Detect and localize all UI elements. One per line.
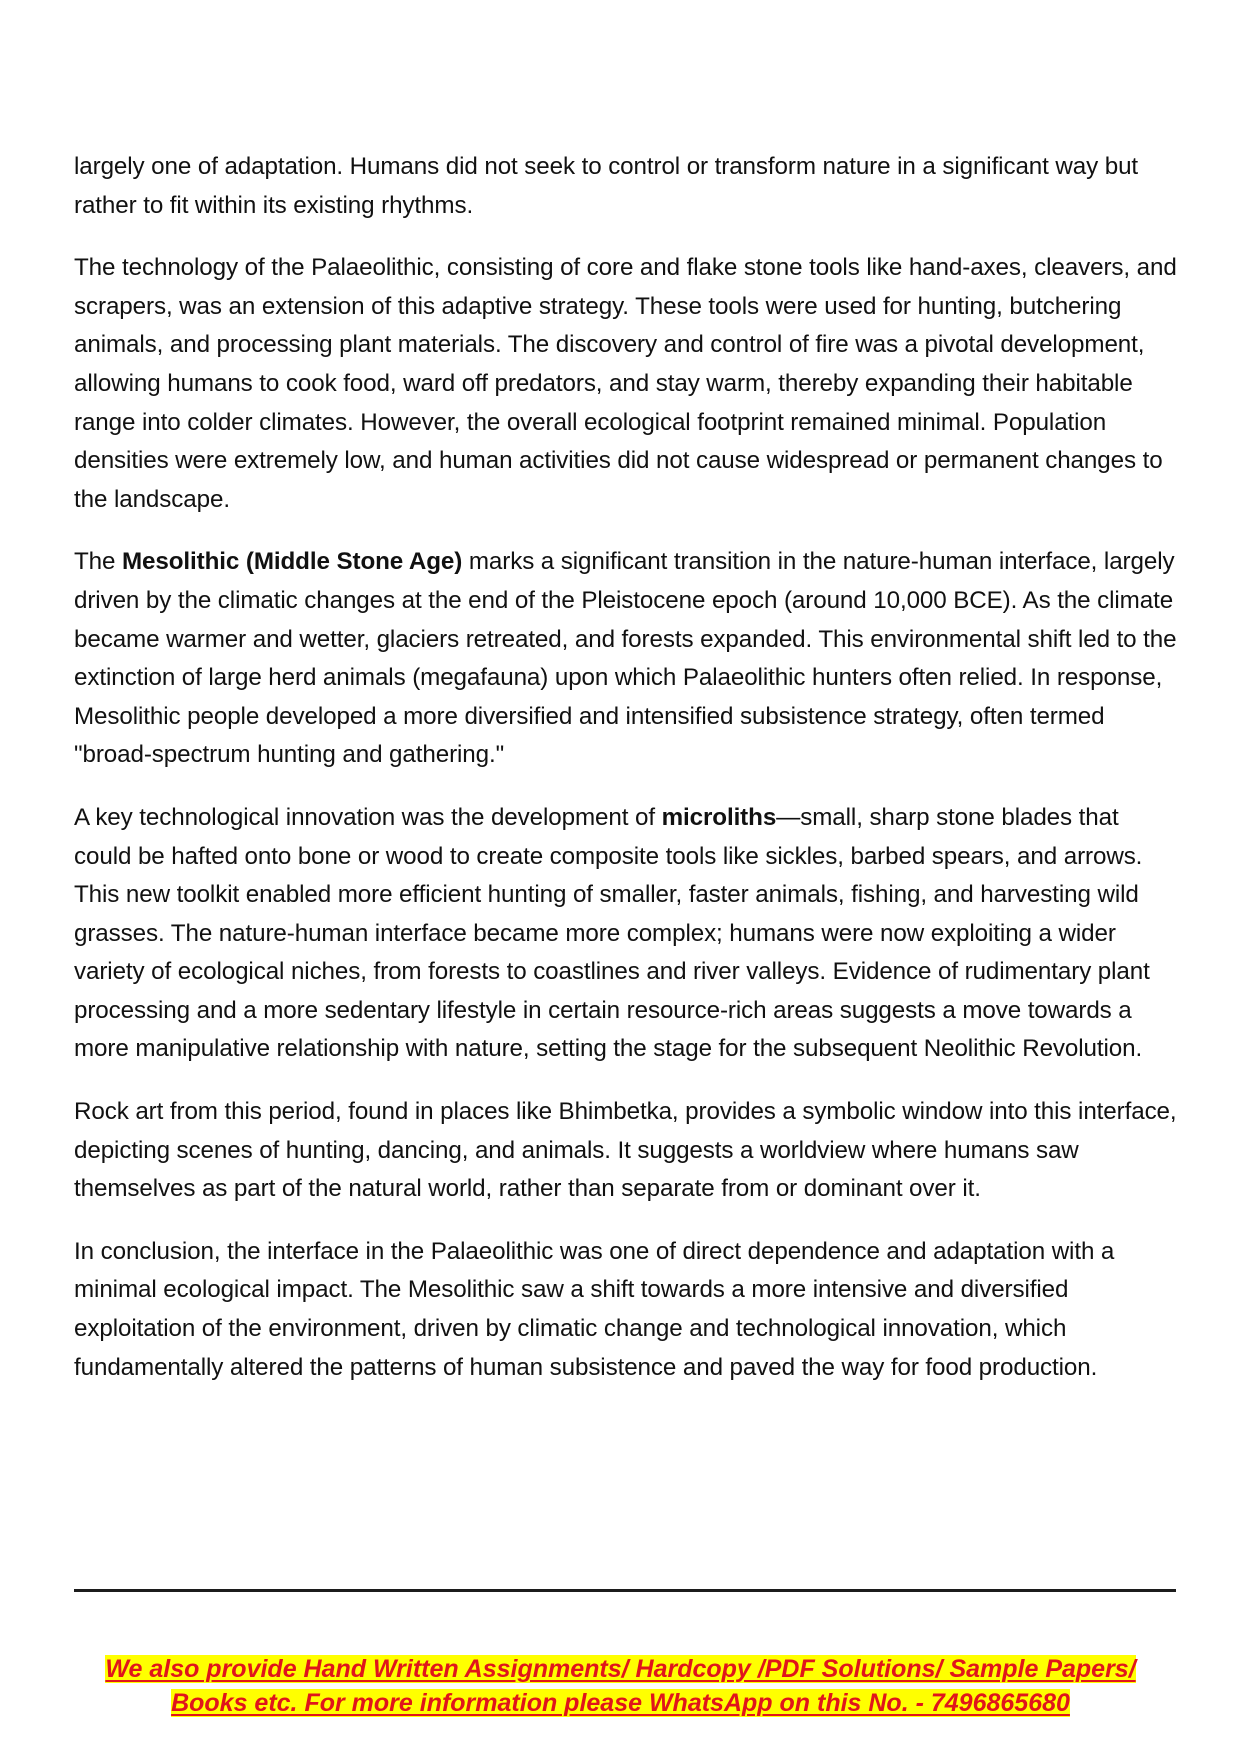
- paragraph-conclusion: In conclusion, the interface in the Palaeolithic was one of direct dependence and adaptation with a minimal ecological impact. The Mesolithic saw a shift towards a more intensive and diversified exploitation of the environment, driven by climatic change and technological innovation, which fundamentally altered the patterns of human subsistence and paved the way for food production.: [74, 1237, 1115, 1381]
- paragraph-rock-art: Rock art from this period, found in places like Bhimbetka, provides a symbolic window into this interface, depicting scenes of hunting, dancing, and animals. It suggests a worldview where humans saw themselves as part of the natural world, rather than separate from or dominant over it.: [74, 1098, 1177, 1203]
- paragraph-mesolithic-prefix: The: [74, 548, 122, 576]
- paragraph-adaptation: largely one of adaptation. Humans did not seek to control or transform nature in a significant way but rather to fit within its existing rhythms.: [74, 153, 1139, 219]
- footer-line-2: Books etc. For more information please WhatsApp on this No. - 7496865680: [171, 1689, 1070, 1717]
- paragraph-microliths-body: —small, sharp stone blades that could be hafted onto bone or wood to create composite tools like sickles, barbed spears, and arrows. This new toolkit enabled more efficient hunting of smaller, faster animals, fishing, and harvesting wild grasses. The nature-human interface became more complex; humans were now exploiting a wider variety of ecological niches, from forests to coastlines and river valleys. Evidence of rudimentary plant processing and a more sedentary lifestyle in certain resource-rich areas suggests a move towards a more manipulative relationship with nature, setting the stage for the subsequent Neolithic Revolution.: [74, 803, 1150, 1063]
- paragraph-microliths-prefix: A key technological innovation was the development of: [74, 803, 662, 831]
- microliths-term: microliths: [661, 803, 777, 831]
- mesolithic-term: Mesolithic (Middle Stone Age): [122, 548, 463, 576]
- paragraph-microliths: [74, 799, 1178, 1069]
- horizontal-divider: [74, 1589, 1176, 1592]
- paragraph-palaeolithic-technology: The technology of the Palaeolithic, consisting of core and flake stone tools like hand-axes, cleavers, and scrapers, was an extension of this adaptive strategy. These tools were used for hunting, butchering animals, and processing plant materials. The discovery and control of fire was a pivotal development, allowing humans to cook food, ward off predators, and stay warm, thereby expanding their habitable range into colder climates. However, the overall ecological footprint remained minimal. Population densities were extremely low, and human activities did not cause widespread or permanent changes to the landscape.: [74, 254, 1177, 513]
- paragraph-mesolithic-body: marks a significant transition in the nature-human interface, largely driven by the climatic changes at the end of the Pleistocene epoch (around 10,000 BCE). As the climate became warmer and wetter, glaciers retreated, and forests expanded. This environmental shift led to the extinction of large herd animals (megafauna) upon which Palaeolithic hunters often relied. In response, Mesolithic people developed a more diversified and intensified subsistence strategy, often termed "broad-spectrum hunting and gathering.": [74, 548, 1177, 769]
- paragraph-mesolithic: [74, 543, 1178, 775]
- footer-line-1: We also provide Hand Written Assignments/ Hardcopy /PDF Solutions/ Sample Papers/: [105, 1655, 1136, 1683]
- document-body: [74, 148, 1178, 1411]
- footer-notice: [60, 1652, 1181, 1720]
